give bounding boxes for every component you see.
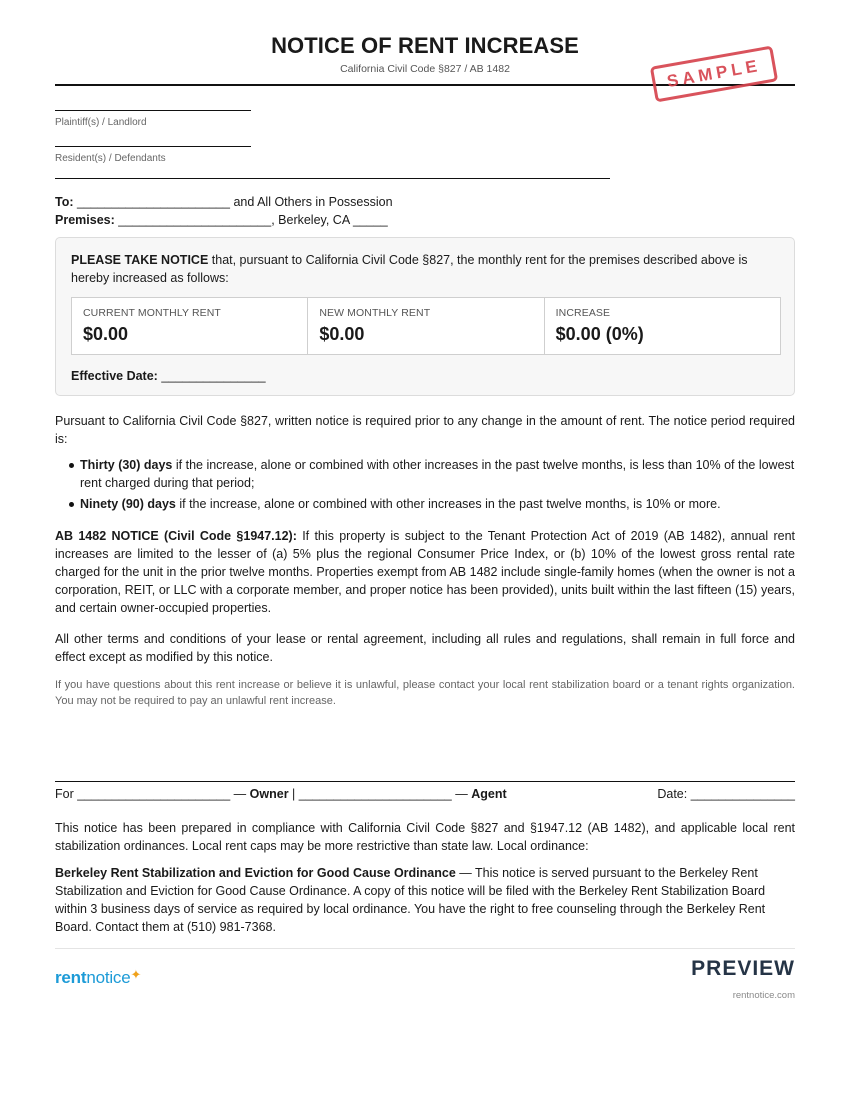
site-link[interactable]: rentnotice.com	[732, 990, 795, 1001]
to-blank: ______________________	[77, 195, 230, 209]
effective-date-label: Effective Date:	[71, 369, 158, 383]
ab1482-heading: AB 1482 NOTICE (Civil Code §1947.12):	[55, 529, 297, 543]
date-blank: _______________	[690, 787, 795, 801]
questions-note: If you have questions about this rent increase or believe it is unlawful, please contact your local rent stabilization board or a tenant rights organization. You may not be required to pay an unlawful rent increase.	[55, 679, 795, 707]
owner-blank: ______________________	[77, 787, 231, 801]
notice-period-paragraph: Pursuant to California Civil Code §827, written notice is required prior to any change in the amount of rent. The notice period required is:	[55, 414, 795, 446]
premises-city: , Berkeley, CA	[271, 213, 350, 227]
ordinance-paragraph	[55, 864, 795, 936]
increase-value: $0.00 (0%)	[555, 324, 644, 344]
signature-date	[657, 787, 795, 801]
sparkle-icon: ✦	[130, 967, 142, 982]
premises-blank: ______________________	[118, 213, 272, 227]
page-subtitle: California Civil Code §827 / AB 1482	[340, 63, 510, 75]
resident-signature-line	[55, 146, 251, 147]
plaintiff-field	[55, 110, 251, 128]
rentnotice-logo[interactable]	[55, 968, 141, 988]
other-terms-paragraph: All other terms and conditions of your lease or rental agreement, including all rules and regulations, shall remain in full force and effect except as modified by this notice.	[55, 632, 795, 664]
to-suffix: and All Others in Possession	[233, 195, 393, 209]
new-rent-label: NEW MONTHLY RENT	[319, 307, 431, 319]
plaintiff-label: Plaintiff(s) / Landlord	[55, 117, 147, 128]
new-rent-value: $0.00	[319, 324, 365, 344]
ordinance-text: — This notice is served pursuant to the Berkeley Rent Stabilization and Eviction for Good Cause Ordinance. A copy of this notice will be filed with the Berkeley Rent Stabilization Board within 3 business days of service as required by local ordinance. You have the right to free counseling through the Berkeley Rent Board. Contact them at (510) 981-7368.	[55, 866, 766, 934]
compliance-paragraph: This notice has been prepared in compliance with California Civil Code §827 and §1947.12 (AB 1482), and applicable local rent stabilization ordinances. Local rent caps may be more restrictive than state law. Local ordinance:	[55, 821, 795, 853]
bullet2-bold: Ninety (90) days	[80, 497, 176, 511]
logo-text-notice: notice	[86, 968, 131, 987]
effective-date	[71, 369, 266, 383]
list-item	[55, 456, 795, 492]
premises-label: Premises:	[55, 213, 115, 227]
pipe-separator: |	[292, 787, 296, 801]
ab1482-paragraph	[55, 527, 795, 617]
footer-divider	[55, 948, 795, 949]
signature-divider	[55, 781, 795, 782]
page-title: NOTICE OF RENT INCREASE	[271, 33, 579, 58]
date-label: Date:	[657, 787, 688, 801]
owner-label: Owner	[249, 787, 289, 801]
agent-label: Agent	[471, 787, 507, 801]
to-label: To:	[55, 195, 74, 209]
to-line	[55, 195, 393, 209]
new-rent-cell	[308, 298, 544, 354]
agent-dash: —	[455, 787, 468, 801]
for-label: For	[55, 787, 74, 801]
bullet1-bold: Thirty (30) days	[80, 458, 173, 472]
logo-text-rent: rent	[55, 968, 87, 987]
notice-period-list	[55, 456, 795, 513]
increase-label: INCREASE	[555, 307, 611, 319]
effective-date-blank: _______________	[161, 369, 266, 383]
rent-table	[71, 297, 781, 355]
resident-field	[55, 146, 251, 164]
resident-label: Resident(s) / Defendants	[55, 153, 166, 164]
notice-text: that, pursuant to California Civil Code §827, the monthly rent for the premises described above is hereby increased as follows:	[71, 253, 748, 285]
agent-blank: ______________________	[298, 787, 452, 801]
sample-stamp: SAMPLE	[650, 46, 778, 103]
list-item	[55, 495, 795, 513]
preview-label: PREVIEW	[691, 957, 795, 980]
bullet2-text: if the increase, alone or combined with other increases in the past twelve months, is 10% or more.	[179, 497, 721, 511]
ordinance-heading: Berkeley Rent Stabilization and Eviction for Good Cause Ordinance	[55, 866, 456, 880]
owner-dash: —	[233, 787, 247, 801]
increase-cell	[545, 298, 780, 354]
ab1482-text: If this property is subject to the Tenant Protection Act of 2019 (AB 1482), annual rent increases are limited to the lesser of (a) 5% plus the regional Consumer Price Index, or (b) 10% of the lowest gross rental rate charged for the unit in the prior twelve months. Properties exempt from AB 1482 include single-family homes (when the owner is not a corporation, REIT, or LLC with a corporate member, and proper notice has been provided), units built within the last fifteen (15) years, and certain owner-occupied properties.	[55, 529, 795, 615]
bullet1-text: if the increase, alone or combined with other increases in the past twelve months, is less than 10% of the lowest rent charged during that period;	[80, 458, 795, 490]
premises-zip-blank: _____	[352, 213, 388, 227]
current-rent-label: CURRENT MONTHLY RENT	[83, 307, 221, 319]
notice-lead: PLEASE TAKE NOTICE	[71, 253, 209, 267]
parties-divider	[55, 178, 610, 179]
current-rent-value: $0.00	[83, 324, 129, 344]
plaintiff-signature-line	[55, 110, 251, 111]
notice-statement	[71, 251, 777, 287]
current-rent-cell	[72, 298, 308, 354]
notice-box	[55, 237, 795, 396]
premises-line	[55, 213, 388, 227]
